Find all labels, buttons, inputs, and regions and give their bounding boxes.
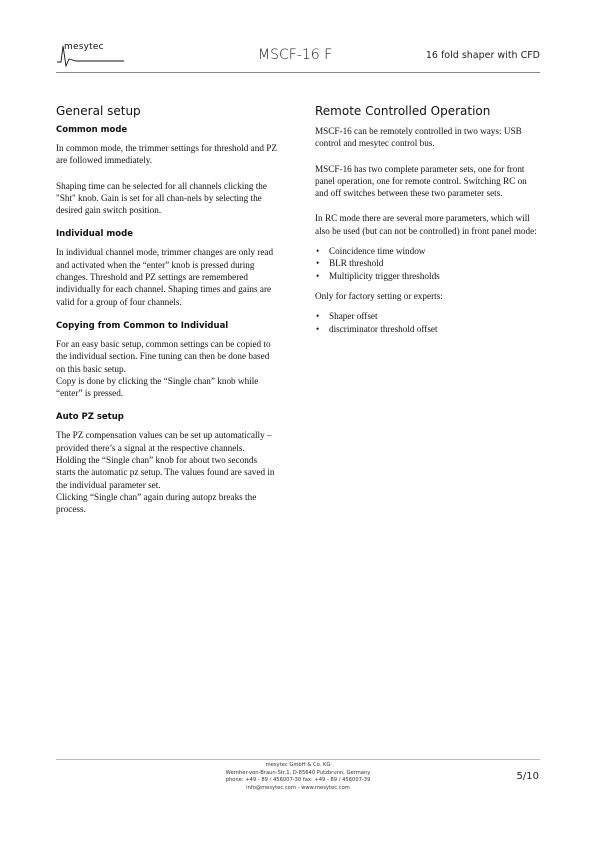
common-mode-paragraph-1: In common mode, the trimmer settings for threshold and PZ are followed immediately. <box>56 143 277 166</box>
common-mode-paragraph-2: Shaping time can be selected for all channels clicking the "Sht" knob. Gain is set for all chan-nels by selecting the desired gain switch position. <box>56 180 267 216</box>
auto-pz-paragraph-3: Clicking “Single chan” again during autopz breaks the process. <box>56 491 257 515</box>
general-setup-heading: General setup <box>56 104 141 118</box>
list-item: • BLR threshold <box>315 257 541 269</box>
auto-pz-paragraph-1: The PZ compensation values can be set up automatically – provided there’s a signal at the respective channels. <box>56 430 272 453</box>
rc-parameter-list <box>315 245 541 282</box>
list-item: • discriminator threshold offset <box>315 323 541 335</box>
logo-text: mesytec <box>64 42 104 52</box>
list-item: • Shaper offset <box>315 310 541 322</box>
company-contact: info@mesytec.com - www.mesytec.com <box>246 784 350 791</box>
list-item: • Coincidence time window <box>315 245 541 257</box>
expert-settings-list <box>315 310 541 335</box>
individual-mode-paragraph: In individual channel mode, trimmer changes are only read and activated when the “enter” knob is pressed during changes. Threshold and PZ settings are remembered individually for each channel. Shaping times and gains are valid for a group of four channels. <box>56 247 274 307</box>
company-phone-fax: phone: +49 - 89 / 456007-30 fax: +49 - 89 / 456007-39 <box>225 777 371 784</box>
left-column <box>56 103 278 516</box>
document-subtitle: 16 fold shaper with CFD <box>425 50 540 61</box>
copying-paragraph-1: For an easy basic setup, common settings can be copied to the individual section. Fine tuning can then be done based on this basic setup. <box>56 338 271 374</box>
header-divider <box>56 72 540 73</box>
right-column <box>315 103 541 335</box>
remote-paragraph-3: In RC mode there are several more parameters, which will also be used (but can not be controlled) in front panel mode: <box>315 213 537 236</box>
page-footer <box>180 762 416 792</box>
auto-pz-paragraph-2: Holding the “Single chan” knob for about two seconds starts the automatic pz setup. The values found are saved in the individual parameter set. <box>56 455 275 490</box>
remote-paragraph-2: MSCF-16 has two complete parameter sets, one for front panel operation, one for remote control. Switching RC on and off switches between these two parameter sets. <box>315 163 527 199</box>
page-number: 5/10 <box>516 771 539 782</box>
copying-paragraph-2: Copy is done by clicking the “Single chan” knob while “enter” is pressed. <box>56 375 259 399</box>
copying-heading: Copying from Common to Individual <box>56 320 229 331</box>
page-header <box>56 40 540 72</box>
mesytec-logo <box>56 42 126 70</box>
footer-divider <box>56 759 540 760</box>
company-name: mesytec GmbH & Co. KG <box>265 762 331 768</box>
expert-settings-paragraph: Only for factory setting or experts: <box>315 290 443 301</box>
document-title: MSCF-16 F <box>258 47 333 63</box>
remote-operation-heading: Remote Controlled Operation <box>315 104 491 118</box>
list-item: • Multiplicity trigger thresholds <box>315 270 541 282</box>
remote-paragraph-1: MSCF-16 can be remotely controlled in two ways: USB control and mesytec control bus. <box>315 126 522 149</box>
auto-pz-heading: Auto PZ setup <box>56 412 124 423</box>
individual-mode-heading: Individual mode <box>56 229 133 240</box>
company-address: Wernher-von-Braun-Str.1, D-85640 Putzbrunn, Germany <box>225 769 371 776</box>
common-mode-heading: Common mode <box>56 125 128 135</box>
